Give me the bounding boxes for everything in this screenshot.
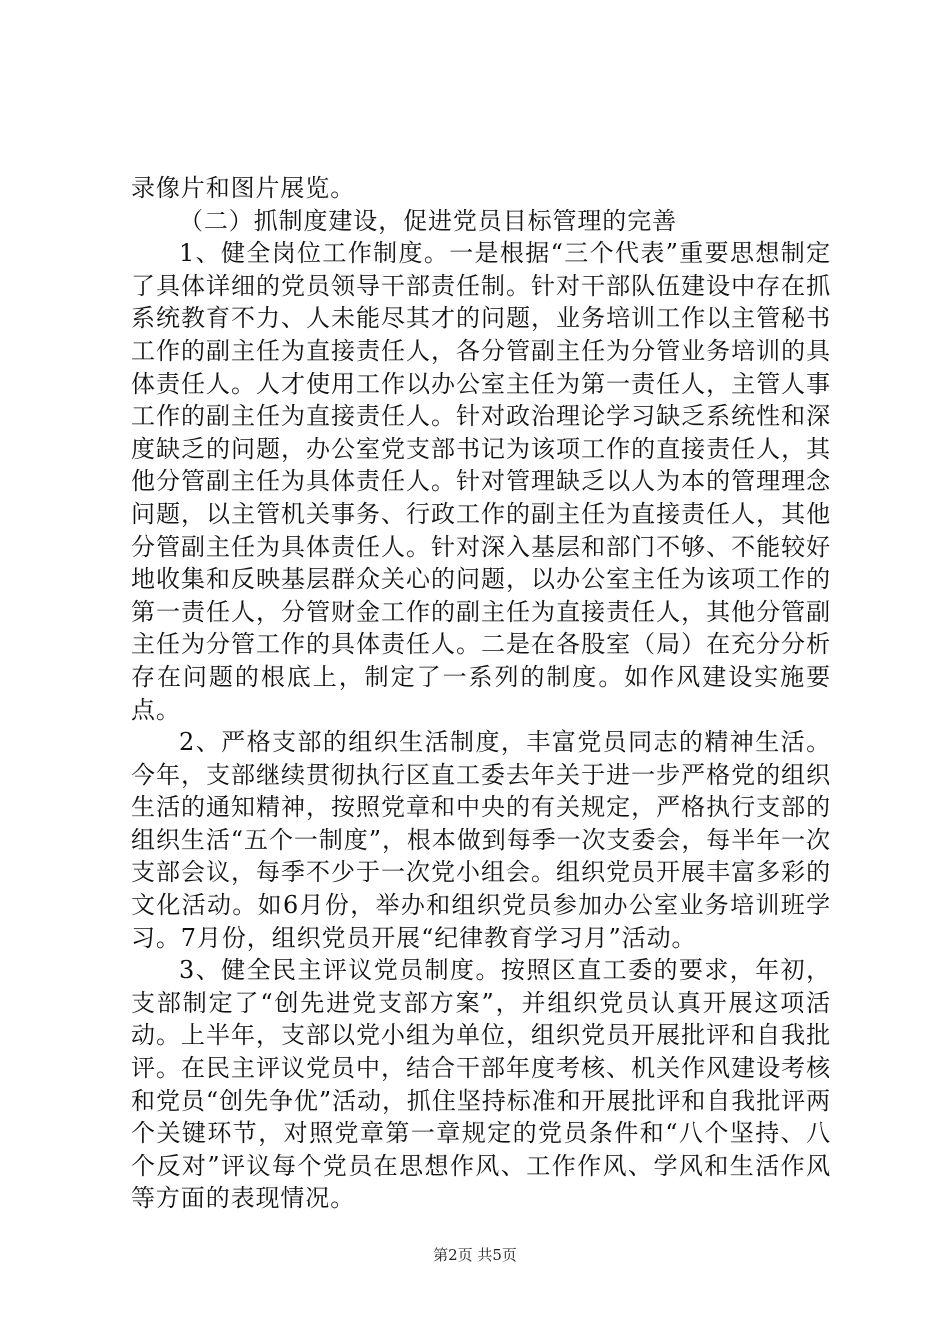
paragraph-job-responsibility: 1、健全岗位工作制度。一是根据“三个代表”重要思想制定了具体详细的党员领导干部责任制。针对干部队伍建设中存在抓系统教育不力、人未能尽其才的问题，业务培训工作以主管秘书工作的副主任为直接责任人，各分管副主任为分管业务培训的具体责任人。人才使用工作以办公室主任为第一责任人，主管人事工作的副主任为直接责任人。针对政治理论学习缺乏系统性和深度缺乏的问题，办公室党支部书记为该项工作的直接责任人，其他分管副主任为具体责任人。针对管理缺乏以人为本的管理理念问题，以主管机关事务、行政工作的副主任为直接责任人，其他分管副主任为具体责任人。针对深入基层和部门不够、不能较好地收集和反映基层群众关心的问题，以办公室主任为该项工作的第一责任人，分管财金工作的副主任为直接责任人，其他分管副主任为分管工作的具体责任人。二是在各股室（局）在充分分析存在问题的根底上，制定了一系列的制度。如作风建设实施要点。 bbox=[131, 239, 831, 724]
paragraph-organization-life: 2、严格支部的组织生活制度，丰富党员同志的精神生活。今年，支部继续贯彻执行区直工委去年关于进一步严格党的组织生活的通知精神，按照党章和中央的有关规定，严格执行支部的组织生活“五个一制度”，根本做到每季一次支委会，每半年一次支部会议，每季不少于一次党小组会。组织党员开展丰富多彩的文化活动。如6月份，举办和组织党员参加办公室业务培训班学习。7月份，组织党员开展“纪律教育学习月”活动。 bbox=[131, 728, 831, 952]
paragraph-continuation: 录像片和图片展览。 bbox=[131, 174, 356, 202]
paragraph-democratic-evaluation: 3、健全民主评议党员制度。按照区直工委的要求，年初，支部制定了“创先进党支部方案”，并组织党员认真开展这项活动。上半年，支部以党小组为单位，组织党员开展批评和自我批评。在民主评议党员中，结合干部年度考核、机关作风建设考核和党员“创先争优”活动，抓住坚持标准和开展批评和自我批评两个关键环节，对照党章第一章规定的党员条件和“八个坚持、八个反对”评议每个党员在思想作风、工作作风、学风和生活作风等方面的表现情况。 bbox=[131, 956, 831, 1213]
section-heading: （二）抓制度建设，促进党员目标管理的完善 bbox=[179, 206, 677, 235]
document-body bbox=[131, 172, 831, 1215]
page-number-footer: 第2页 共5页 bbox=[433, 1246, 517, 1264]
